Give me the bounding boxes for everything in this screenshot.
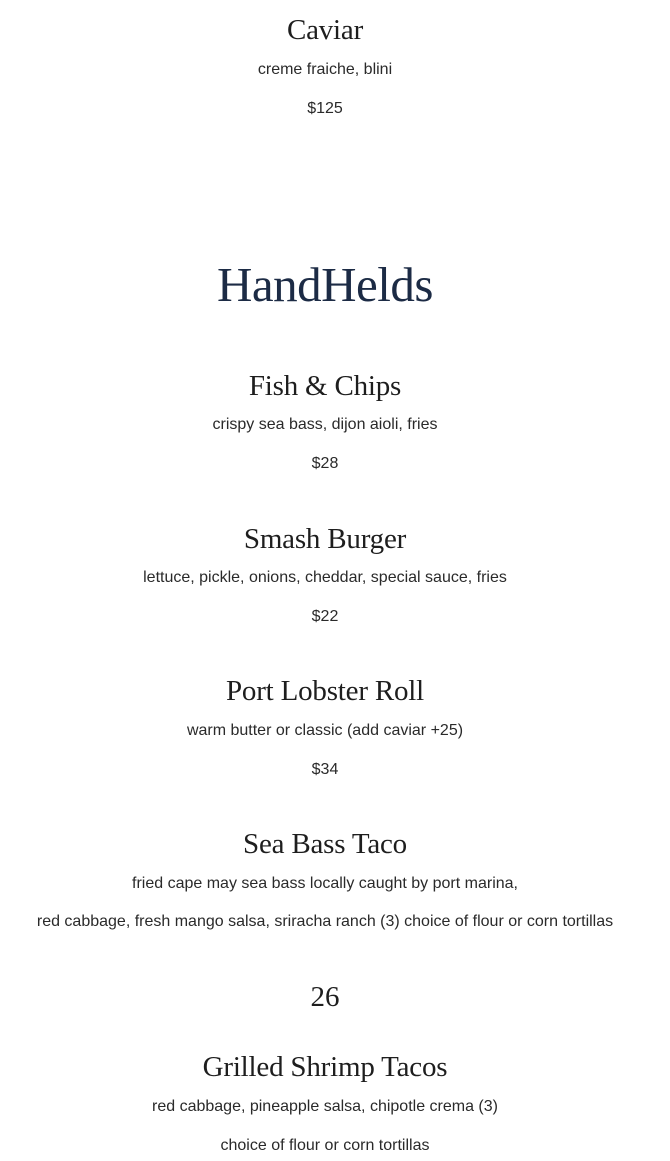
menu-item-price-sea-bass-taco: 26	[310, 981, 340, 1013]
menu-item-name-caviar: Caviar	[286, 14, 364, 46]
menu-item-description-fish-chips: crispy sea bass, dijon aioli, fries	[212, 416, 438, 433]
menu-item-price-caviar: $125	[307, 100, 343, 117]
menu-item-description-lobster-roll: warm butter or classic (add caviar +25)	[186, 722, 464, 739]
menu-item-description-smash-burger: lettuce, pickle, onions, cheddar, special sauce, fries	[143, 569, 507, 586]
menu-item-description-sea-bass-taco-line1: fried cape may sea bass locally caught by port marina,	[132, 875, 518, 892]
menu-item-name-sea-bass-taco: Sea Bass Taco	[243, 828, 407, 860]
menu-item-name-fish-chips: Fish & Chips	[248, 370, 402, 402]
menu-item-description-sea-bass-taco-line2: red cabbage, fresh mango salsa, sriracha ranch (3) choice of flour or corn tortillas	[36, 913, 614, 930]
menu-item-description-shrimp-tacos-line2: choice of flour or corn tortillas	[220, 1137, 430, 1154]
menu-item-name-lobster-roll: Port Lobster Roll	[226, 675, 424, 707]
menu-item-price-fish-chips: $28	[311, 455, 339, 472]
menu-item-name-smash-burger: Smash Burger	[243, 523, 407, 555]
menu-item-description-caviar: creme fraiche, blini	[257, 61, 393, 78]
menu-item-description-shrimp-tacos-line1: red cabbage, pineapple salsa, chipotle crema (3)	[152, 1098, 498, 1115]
menu-item-price-smash-burger: $22	[311, 608, 339, 625]
menu-item-price-lobster-roll: $34	[311, 761, 339, 778]
section-title-handhelds: HandHelds	[217, 257, 433, 312]
menu-item-name-shrimp-tacos: Grilled Shrimp Tacos	[202, 1051, 448, 1083]
